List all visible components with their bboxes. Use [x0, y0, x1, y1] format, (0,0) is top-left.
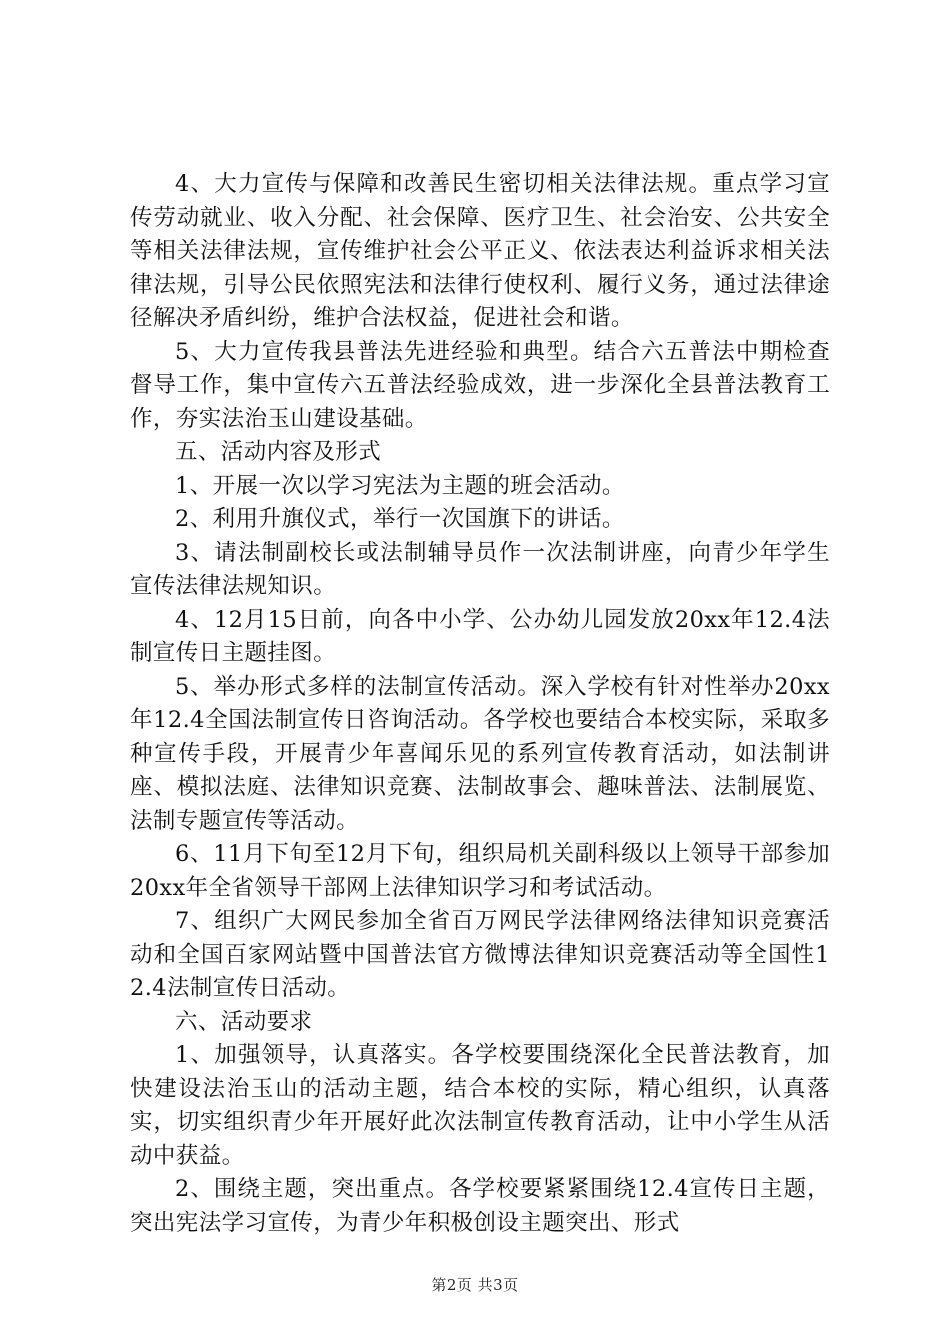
paragraph-item-4: 4、大力宣传与保障和改善民生密切相关法律法规。重点学习宣传劳动就业、收入分配、社会保障、医疗卫生、社会治安、公共安全等相关法律法规，宣传维护社会公平正义、依法表达利益诉求相关法律法规，引导公民依照宪法和法律行使权利、履行义务，通过法律途径解决矛盾纠纷，维护合法权益，促进社会和谐。: [130, 171, 830, 331]
paragraph-item-5: 5、大力宣传我县普法先进经验和典型。结合六五普法中期检查督导工作，集中宣传六五普法经验成效，进一步深化全县普法教育工作，夯实法治玉山建设基础。: [130, 338, 830, 432]
page-footer: 第2页 共3页: [431, 1276, 519, 1294]
activity-item-2: 2、利用升旗仪式，举行一次国旗下的讲话。: [175, 506, 625, 532]
document-body: [130, 168, 830, 1240]
activity-item-7: 7、组织广大网民参加全省百万网民学法律网络法律知识竞赛活动和全国百家网站暨中国普法官方微博法律知识竞赛活动等全国性12.4法制宣传日活动。: [130, 908, 830, 1001]
activity-item-6: 6、11月下旬至12月下旬，组织局机关副科级以上领导干部参加20xx年全省领导干部网上法律知识学习和考试活动。: [130, 841, 830, 901]
requirement-item-2: 2、围绕主题，突出重点。各学校要紧紧围绕12.4宣传日主题，突出宪法学习宣传，为青少年积极创设主题突出、形式: [130, 1176, 830, 1236]
section-heading-5: 五、活动内容及形式: [175, 439, 382, 465]
activity-item-5: 5、举办形式多样的法制宣传活动。深入学校有针对性举办20xx年12.4全国法制宣传日咨询活动。各学校也要结合本校实际，采取多种宣传手段，开展青少年喜闻乐见的系列宣传教育活动，如法制讲座、模拟法庭、法律知识竞赛、法制故事会、趣味普法、法制展览、法制专题宣传等活动。: [130, 673, 830, 834]
section-heading-6: 六、活动要求: [175, 1008, 313, 1035]
requirement-item-1: 1、加强领导，认真落实。各学校要围绕深化全民普法教育，加快建设法治玉山的活动主题，结合本校的实际，精心组织，认真落实，切实组织青少年开展好此次法制宣传教育活动，让中小学生从活动中获益。: [130, 1042, 830, 1169]
activity-item-1: 1、开展一次以学习宪法为主题的班会活动。: [175, 472, 625, 499]
activity-item-3: 3、请法制副校长或法制辅导员作一次法制讲座，向青少年学生宣传法律法规知识。: [130, 539, 830, 599]
activity-item-4: 4、12月15日前，向各中小学、公办幼儿园发放20xx年12.4法制宣传日主题挂图。: [130, 606, 830, 666]
